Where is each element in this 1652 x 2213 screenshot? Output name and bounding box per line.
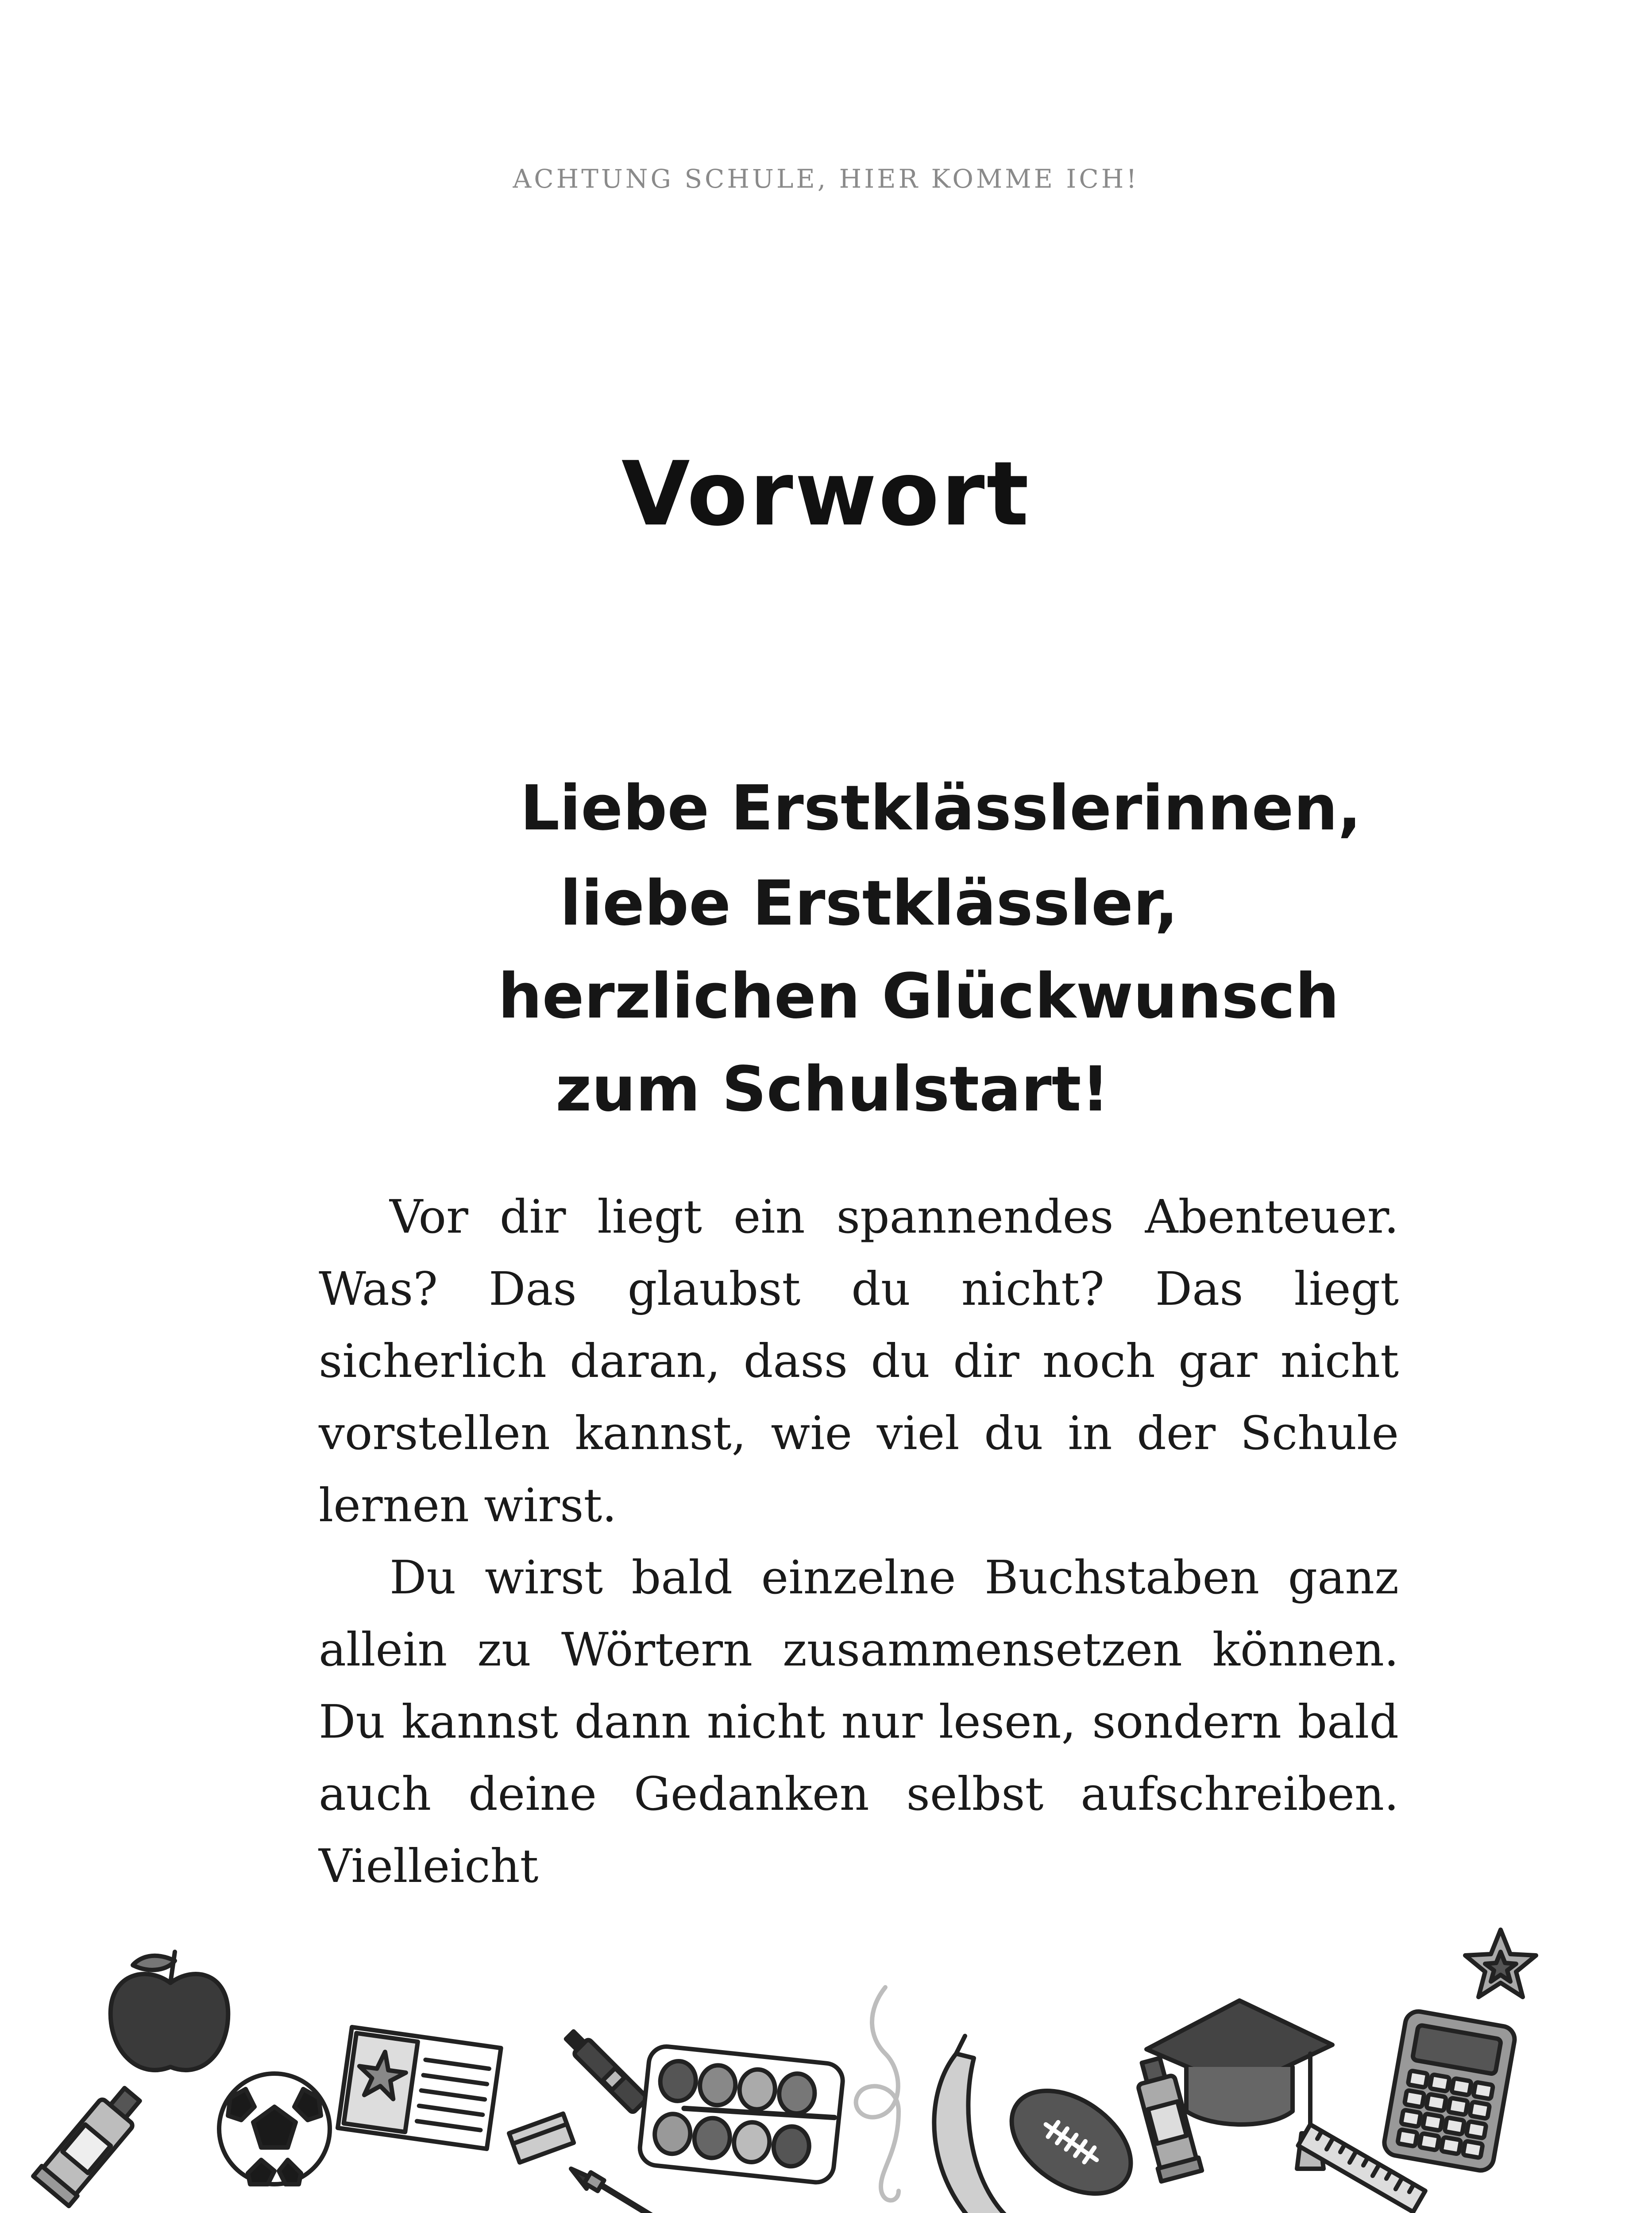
body-text bbox=[319, 1181, 1399, 1902]
banana-icon bbox=[934, 2036, 1018, 2213]
eraser-icon bbox=[509, 2114, 574, 2163]
marker-icon bbox=[562, 2028, 648, 2113]
greeting-line: Liebe Erstklässlerinnen, bbox=[520, 772, 1362, 844]
football-icon bbox=[993, 2070, 1150, 2213]
greeting-line: herzlichen Glückwunsch bbox=[498, 960, 1339, 1033]
paragraph: Vor dir liegt ein spannendes Abenteuer. Was? Das glaubst du nicht? Das liegt sicherlich daran, dass du dir noch gar nicht vorstellen kannst, wie viel du in der Schule lernen wirst. bbox=[319, 1190, 1399, 1532]
paintbrush-icon bbox=[571, 2169, 691, 2213]
greeting-line: liebe Erstklässler, bbox=[560, 867, 1178, 940]
notebook-icon bbox=[338, 2027, 501, 2149]
greeting-line: zum Schulstart! bbox=[556, 1053, 1110, 1126]
paint-tube-icon bbox=[33, 2079, 150, 2206]
running-head: ACHTUNG SCHULE, HIER KOMME ICH! bbox=[513, 164, 1139, 194]
star-icon bbox=[1465, 1930, 1536, 1997]
watercolor-palette-icon bbox=[638, 2045, 845, 2184]
calculator-icon bbox=[1382, 2009, 1517, 2172]
paragraph: Du wirst bald einzelne Buchstaben ganz allein zu Wörtern zusammensetzen können. Du kannst dann nicht nur lesen, sondern bald auch deine Gedanken selbst aufschreiben. Vielleicht bbox=[319, 1550, 1399, 1893]
chapter-title: Vorwort bbox=[621, 443, 1031, 546]
soccer-ball-icon bbox=[219, 2074, 330, 2184]
treble-clef-icon bbox=[856, 1987, 899, 2200]
apple-icon bbox=[111, 1952, 228, 2070]
school-supplies-border bbox=[0, 1921, 1652, 2213]
